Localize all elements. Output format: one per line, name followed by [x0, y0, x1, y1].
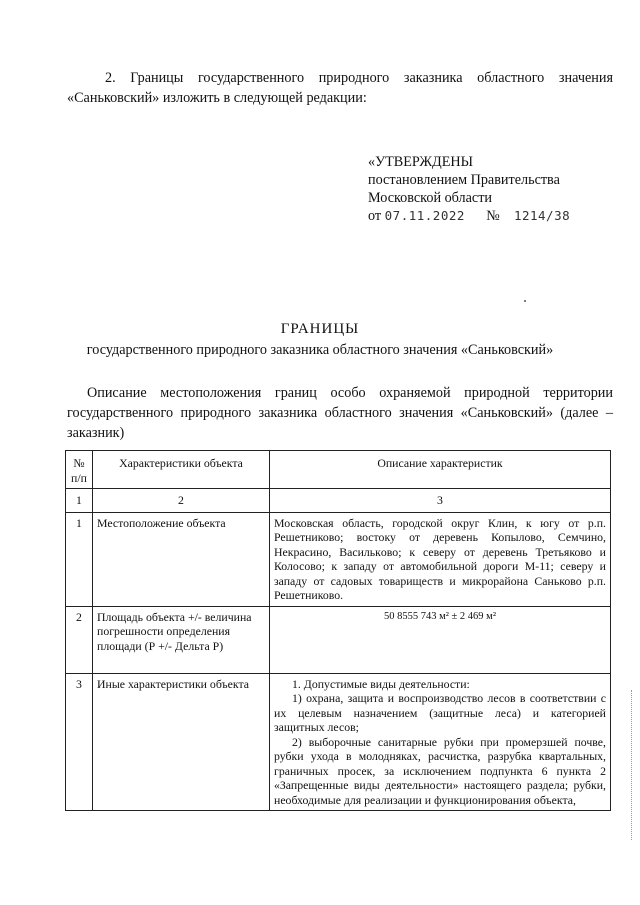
intro-paragraph: 2. Границы государственного природного заказника областного значения «Саньковский» изложить в следующей редакции: — [67, 70, 613, 106]
page-title: ГРАНИЦЫ — [280, 321, 360, 337]
page-subtitle: государственного природного заказника областного значения «Саньковский» — [86, 342, 554, 358]
row-number: 1 — [66, 512, 93, 606]
approval-date: 07.11.2022 — [384, 208, 465, 223]
header-characteristic: Характеристики объекта — [93, 451, 270, 489]
characteristics-table — [65, 450, 611, 811]
approval-date-line — [368, 207, 608, 225]
description-line: 1) охрана, защита и воспроизводство лесов в соответствии с их целевым назначением (защитные леса) и категорией защитных лесов; — [274, 691, 606, 734]
description-line: 2) выборочные санитарные рубки при промерзшей почве, рубки ухода в молодняках, расчистка, разрубка квартальных, граничных просек, за исключением подпункта 6 пункта 2 «Запрещенные виды деятельности» настоящего раздела; рубки, необходимые для реализации и функционирования объекта, — [274, 734, 606, 807]
table-row — [66, 606, 611, 673]
row-characteristic: Площадь объекта +/- величина погрешности определения площади (Р +/- Дельта Р) — [93, 606, 270, 673]
table-header-row — [66, 451, 611, 489]
row-characteristic: Иные характеристики объекта — [93, 673, 270, 811]
table-numbering-row — [66, 489, 611, 513]
row-number: 3 — [66, 673, 93, 811]
description-paragraph: Описание местоположения границ особо охраняемой природной территории государственного природного заказника областного значения «Саньковский» (далее – заказник) — [67, 385, 613, 441]
table-row — [66, 512, 611, 606]
row-characteristic: Местоположение объекта — [93, 512, 270, 606]
numbering-cell: 3 — [270, 489, 611, 513]
scan-speck — [524, 300, 526, 302]
number-label: № — [486, 208, 500, 224]
table-row — [66, 673, 611, 811]
numbering-cell: 2 — [93, 489, 270, 513]
margin-scan-mark — [631, 690, 636, 840]
approval-block — [368, 153, 608, 225]
from-label: от — [368, 208, 382, 224]
approved-region: Московской области — [368, 190, 493, 206]
numbering-cell: 1 — [66, 489, 93, 513]
approval-number: 1214/38 — [513, 208, 571, 223]
row-description: Московская область, городской округ Клин, к югу от р.п. Решетниково; востоку от деревень Копылово, Семчино, Некрасино, Василькοво; к северу от деревень Третьяково и Колосово; к западу от автомобильной дороги М-11; северу и западу от садовых товариществ и микрорайона Саньково р.п. Решетниково. — [270, 512, 611, 606]
approved-by: постановлением Правительства — [368, 172, 560, 188]
description-line: 1. Допустимые виды деятельности: — [292, 676, 470, 691]
row-description: 50 8555 743 м² ± 2 469 м² — [270, 606, 611, 673]
header-number: № п/п — [66, 451, 93, 489]
header-description: Описание характеристик — [270, 451, 611, 489]
row-description — [270, 673, 611, 811]
approved-heading: «УТВЕРЖДЕНЫ — [368, 154, 473, 170]
row-number: 2 — [66, 606, 93, 673]
